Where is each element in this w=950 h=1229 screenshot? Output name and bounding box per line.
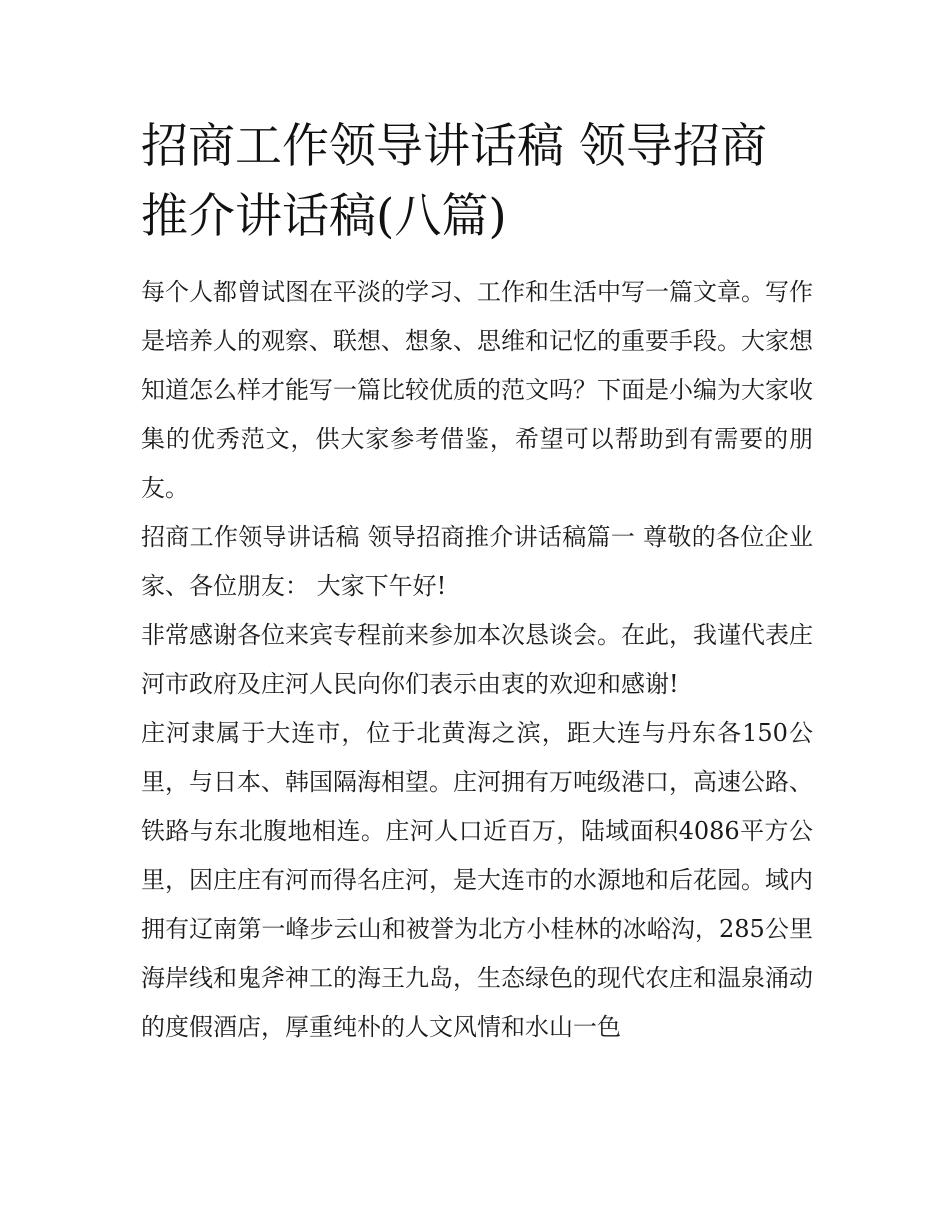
zhuanghe-intro-paragraph: 庄河隶属于大连市，位于北黄海之滨，距大连与丹东各150公里，与日本、韩国隔海相望。庄河拥有万吨级港口，高速公路、铁路与东北腹地相连。庄河人口近百万，陆域面积4086平方公里，因庄庄有河而得名庄河，是大连市的水源地和后花园。域内拥有辽南第一峰步云山和被誉为北方小桂林的冰峪沟，285公里海岸线和鬼斧神工的海王九岛，生态绿色的现代农庄和温泉涌动的度假酒店，厚重纯朴的人文风情和水山一色 <box>141 719 813 1041</box>
document-body <box>141 112 813 1052</box>
thanks-paragraph: 非常感谢各位来宾专程前来参加本次恳谈会。在此，我谨代表庄河市政府及庄河人民向你们表示由衷的欢迎和感谢! <box>141 621 813 698</box>
speech-heading-paragraph: 招商工作领导讲话稿 领导招商推介讲话稿篇一 尊敬的各位企业家、各位朋友： 大家下午好! <box>141 523 813 600</box>
intro-paragraph: 每个人都曾试图在平淡的学习、工作和生活中写一篇文章。写作是培养人的观察、联想、想象、思维和记忆的重要手段。大家想知道怎么样才能写一篇比较优质的范文吗？下面是小编为大家收集的优秀范文，供大家参考借鉴，希望可以帮助到有需要的朋友。 <box>141 278 813 502</box>
document-title: 招商工作领导讲话稿 领导招商推介讲话稿(八篇) <box>141 119 767 244</box>
